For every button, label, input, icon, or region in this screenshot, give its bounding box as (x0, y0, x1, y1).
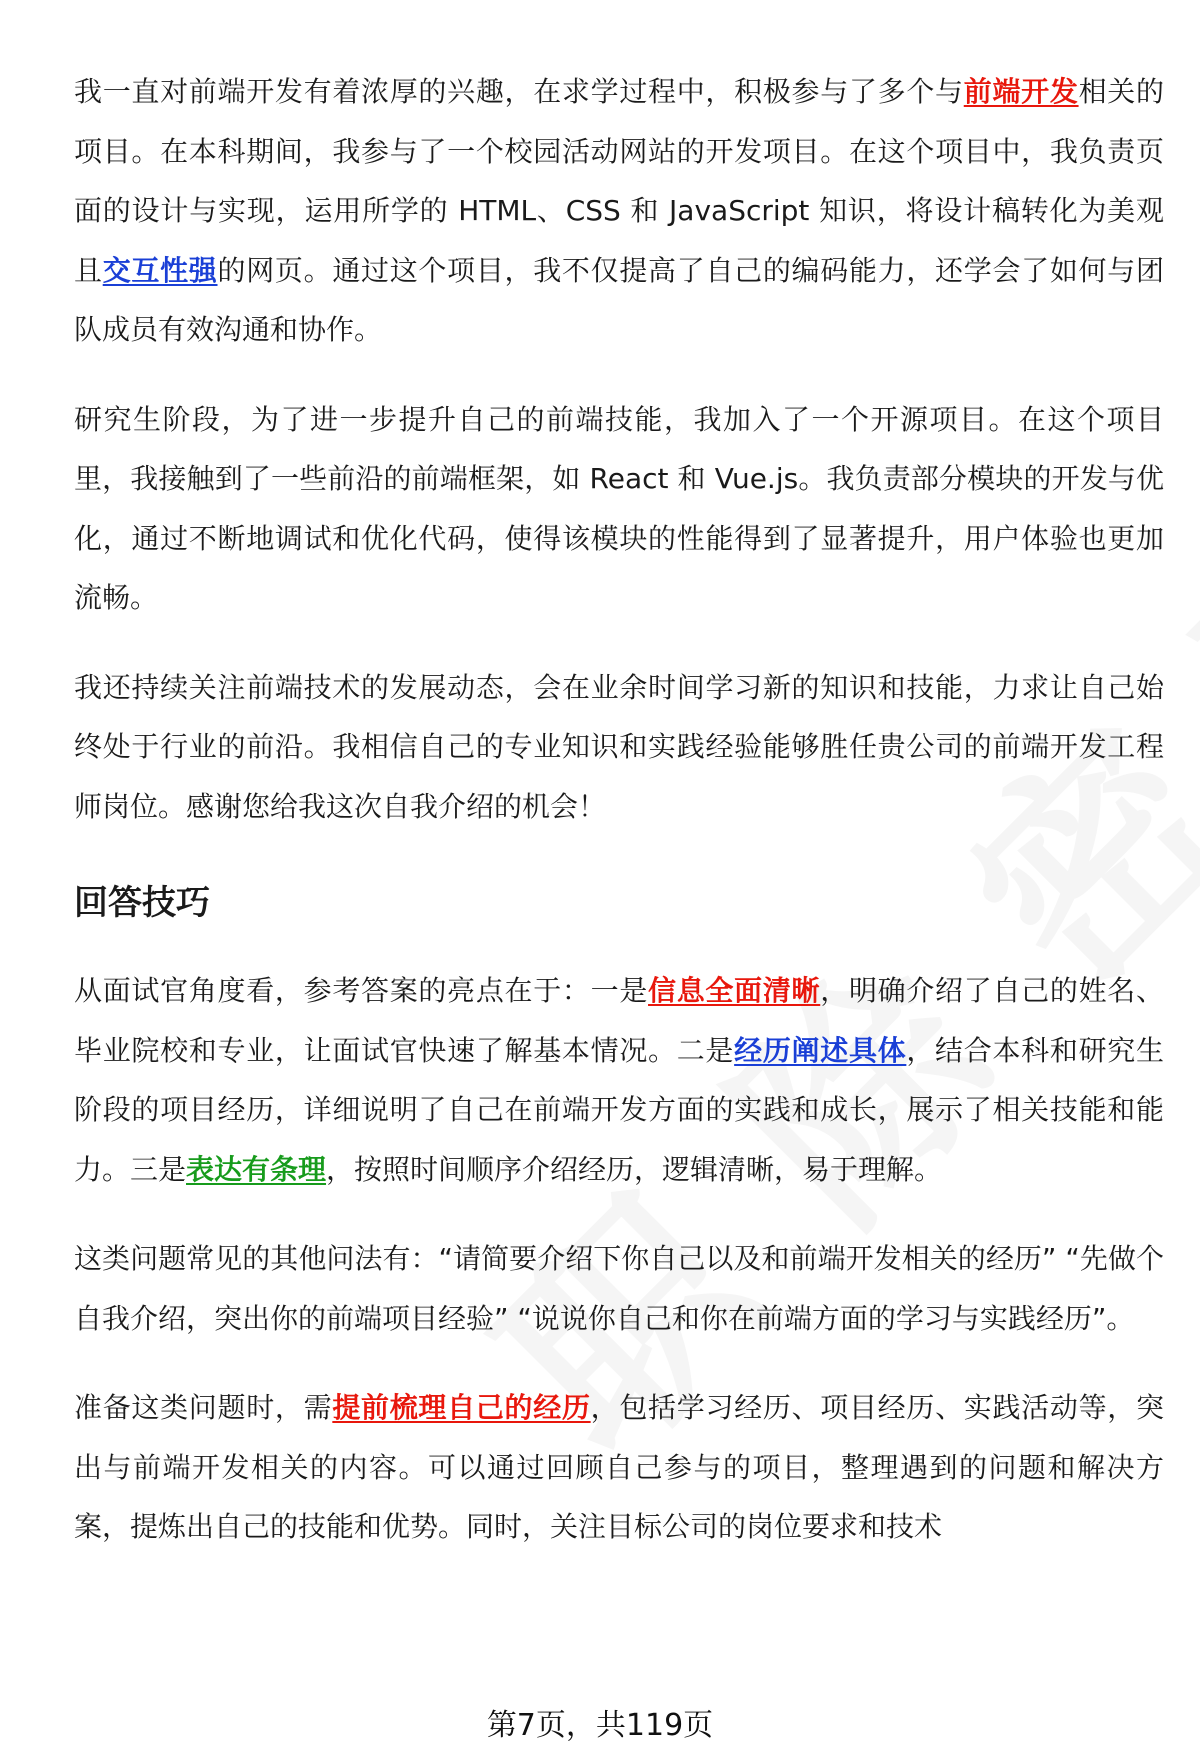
highlight-text: 交互性强 (102, 253, 218, 287)
answer-section (74, 62, 1164, 836)
paragraph-text: ，结合本科和研究生阶段的项目经历，详细说明了自己在前端开发方面的实践和成长，展示了相关技能和能力。三是 (74, 1033, 1164, 1186)
paragraph-text: 相关的项目。在本科期间，我参与了一个校园活动网站的开发项目。在这个项目中，我负责页面的设计与实现，运用所学的 HTML、CSS 和 JavaScript 知识，将设计稿转化为美观且 (74, 75, 1164, 287)
tips-section (74, 961, 1164, 1557)
paragraph (74, 390, 1164, 628)
section-heading: 回答技巧 (74, 883, 210, 923)
paragraph-text: 从面试官角度看，参考答案的亮点在于：一是 (74, 974, 649, 1007)
paragraph-text: ，按照时间顺序介绍经历，逻辑清晰，易于理解。 (326, 1152, 943, 1186)
highlight-text: 表达有条理 (186, 1152, 327, 1186)
paragraph (74, 62, 1164, 360)
paragraph (74, 1378, 1164, 1557)
paragraph-text: 研究生阶段，为了进一步提升自己的前端技能，我加入了一个开源项目。在这个项目里，我接触到了一些前沿的前端框架，如 React 和 Vue.js。我负责部分模块的开发与优化，通过不断地调试和优化代码，使得该模块的性能得到了显著提升，用户体验也更加流畅。 (74, 402, 1164, 614)
highlight-text: 信息全面清晰 (648, 974, 821, 1007)
paragraph-text: ，包括学习经历、项目经历、实践活动等，突出与前端开发相关的内容。可以通过回顾自己参与的项目，整理遇到的问题和解决方案，提炼出自己的技能和优势。同时，关注目标公司的岗位要求和技术 (74, 1391, 1164, 1543)
paragraph (74, 1229, 1164, 1348)
paragraph-text: 我还持续关注前端技术的发展动态，会在业余时间学习新的知识和技能，力求让自己始终处于行业的前沿。我相信自己的专业知识和实践经验能够胜任贵公司的前端开发工程师岗位。感谢您给我这次自我介绍的机会！ (74, 670, 1164, 823)
paragraph-text: ，明确介绍了自己的姓名、毕业院校和专业，让面试官快速了解基本情况。二是 (74, 974, 1164, 1067)
paragraph-text: 我一直对前端开发有着浓厚的兴趣，在求学过程中，积极参与了多个与 (74, 75, 964, 108)
paragraph-text: 这类问题常见的其他问法有：“请简要介绍下你自己以及和前端开发相关的经历” “先做个自我介绍，突出你的前端项目经验” “说说你自己和你在前端方面的学习与实践经历”。 (74, 1242, 1164, 1335)
document-page (74, 62, 1164, 1587)
highlight-text: 经历阐述具体 (734, 1033, 907, 1067)
paragraph (74, 658, 1164, 837)
paragraph-text: 准备这类问题时，需 (74, 1391, 333, 1424)
highlight-text: 提前梳理自己的经历 (332, 1391, 591, 1424)
page-footer: 第7页，共119页 (486, 1708, 714, 1743)
highlight-text: 前端开发 (963, 75, 1079, 108)
paragraph-text: 的网页。通过这个项目，我不仅提高了自己的编码能力，还学会了如何与团队成员有效沟通和协作。 (74, 253, 1164, 346)
paragraph (74, 961, 1164, 1199)
